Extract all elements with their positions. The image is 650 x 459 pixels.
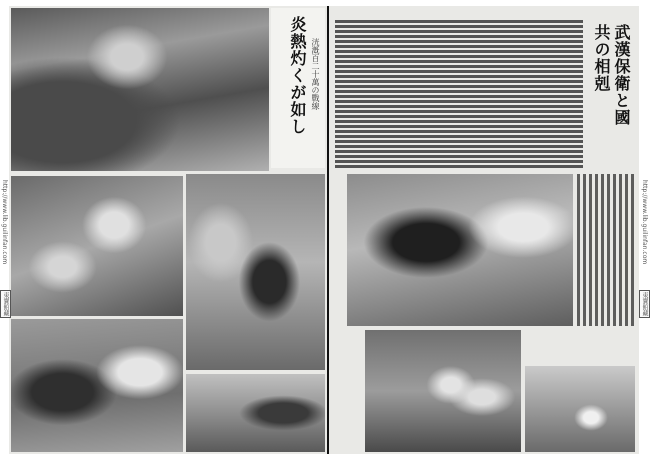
margin-seal-left: 東寶館藏 [2, 292, 9, 316]
right-title-panel [585, 20, 635, 140]
photo-landscape-field [525, 366, 635, 452]
margin-seal-right: 東寶館藏 [641, 292, 648, 316]
photo-horses-soldiers [11, 319, 183, 452]
left-page-title: 炎熱灼くが如し [288, 16, 307, 135]
left-title-panel [271, 8, 325, 168]
photo-soldiers-trench [11, 176, 183, 316]
margin-url-left: http://www.lib.guilinfan.com [1, 180, 8, 265]
right-page [329, 6, 639, 454]
left-page [9, 6, 327, 454]
article-text-block [335, 20, 583, 170]
photo-field-scene [186, 374, 325, 452]
left-page-subtitle: 洸漑百二十萬の戰線 [311, 38, 320, 110]
photo-wounded-soldier-stretcher [347, 174, 573, 326]
right-page-title-line2: 共の相剋 [592, 24, 611, 92]
photo-camouflaged-position [11, 8, 269, 171]
magazine-spread [9, 6, 639, 454]
right-page-title-line1: 武漢保衛と國 [612, 24, 631, 126]
photo-group-at-building [365, 330, 521, 452]
photo-soldier-in-dugout [186, 174, 325, 370]
side-text-block [577, 174, 635, 326]
margin-url-right: http://www.lib.guilinfan.com [641, 180, 648, 265]
